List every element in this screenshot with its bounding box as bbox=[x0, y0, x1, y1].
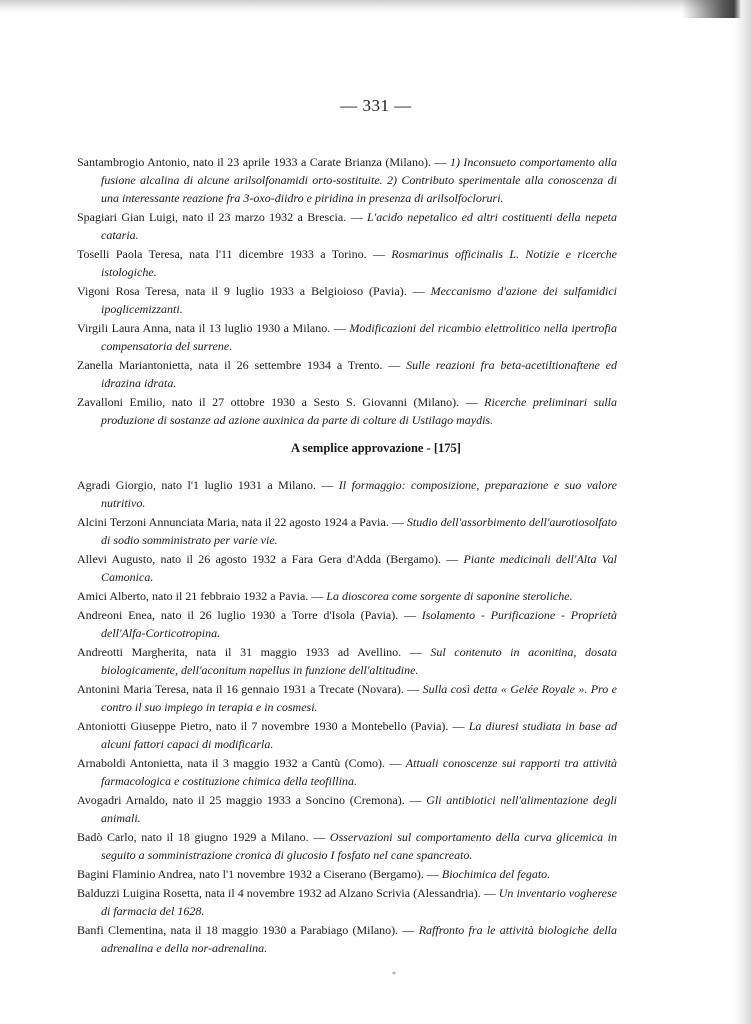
entry-title: La dioscorea come sorgente di saponine steroliche. bbox=[326, 589, 573, 603]
list-item bbox=[77, 828, 617, 864]
entry-author: Amici Alberto, nato il 21 febbraio 1932 a Pavia. — bbox=[77, 589, 327, 603]
list-item bbox=[77, 921, 617, 957]
list-item bbox=[77, 680, 617, 716]
scan-shadow-right bbox=[734, 0, 752, 1024]
entry-title: Meccanismo d'azione dei sulfamidici ipoglicemizzanti. bbox=[101, 284, 617, 316]
entry-title: Isolamento - Purificazione - Proprietà dell'Alfa-Corticotropina. bbox=[101, 608, 617, 640]
entry-author: Andreotti Margherita, nata il 31 maggio 1933 ad Avellino. — bbox=[77, 645, 431, 659]
list-item bbox=[77, 356, 617, 392]
entry-author: Alcini Terzoni Annunciata Maria, nata il 22 agosto 1924 a Pavia. — bbox=[77, 515, 407, 529]
list-item bbox=[77, 606, 617, 642]
list-item bbox=[77, 643, 617, 679]
list-item bbox=[77, 282, 617, 318]
entry-author: Zanella Mariantonietta, nata il 26 settembre 1934 a Trento. — bbox=[77, 358, 407, 372]
entry-title: Rosmarinus officinalis L. Notizie e ricerche istologiche. bbox=[101, 247, 618, 279]
entry-author: Badò Carlo, nato il 18 giugno 1929 a Milano. — bbox=[77, 830, 330, 844]
entry-title: Sulle reazioni fra beta-acetiltionaftene ed idrazina idrata. bbox=[101, 358, 618, 390]
entry-title: Un inventario vogherese di farmacia del 1628. bbox=[101, 886, 617, 918]
list-item bbox=[77, 884, 617, 920]
entry-author: Vigoni Rosa Teresa, nata il 9 luglio 1933 a Belgioioso (Pavia). — bbox=[77, 284, 431, 298]
entry-title: Sulla così detta « Gelée Royale ». Pro e contro il suo impiego in terapia e in cosmesi. bbox=[101, 682, 618, 714]
entry-author: Allevi Augusto, nato il 26 agosto 1932 a Fara Gera d'Adda (Bergamo). — bbox=[77, 552, 464, 566]
entry-author: Spagiari Gian Luigi, nato il 23 marzo 1932 a Brescia. — bbox=[77, 210, 367, 224]
list-item bbox=[77, 865, 617, 883]
entry-title: Il formaggio: composizione, preparazione e suo valore nutritivo. bbox=[101, 478, 617, 510]
entry-author: Banfi Clementina, nata il 18 maggio 1930 a Parabiago (Milano). — bbox=[77, 923, 419, 937]
entry-title: Sul contenuto in aconitina, dosata biologicamente, dell'aconitum napellus in funzione dell'altitudine. bbox=[101, 645, 617, 677]
page-mark: * bbox=[392, 970, 396, 979]
list-item bbox=[77, 587, 617, 605]
entry-title: Gli antibiotici nell'alimentazione degli animali. bbox=[101, 793, 617, 825]
list-item bbox=[77, 754, 617, 790]
entry-title: Biochimica del fegato. bbox=[441, 867, 551, 881]
entry-author: Antoniotti Giuseppe Pietro, nato il 7 novembre 1930 a Montebello (Pavia). — bbox=[77, 719, 469, 733]
entry-title: Attuali conoscenze sui rapporti tra attività farmacologica e costituzione chimica della teofillina. bbox=[101, 756, 617, 788]
entry-author: Andreoni Enea, nato il 26 luglio 1930 a Torre d'Isola (Pavia). — bbox=[77, 608, 422, 622]
scan-shadow-top bbox=[0, 0, 752, 14]
entry-author: Virgili Laura Anna, nata il 13 luglio 1930 a Milano. — bbox=[77, 321, 350, 335]
entry-author: Balduzzi Luigina Rosetta, nata il 4 novembre 1932 ad Alzano Scrivia (Alessandria). — bbox=[77, 886, 499, 900]
entry-title: Raffronto fra le attività biologiche della adrenalina e della nor-adrenalina. bbox=[101, 923, 617, 955]
entry-title: Ricerche preliminari sulla produzione di sostanze ad azione auxinica da parte di colture di Ustilago maydis. bbox=[101, 395, 617, 427]
list-item bbox=[77, 717, 617, 753]
entry-author: Bagini Flaminio Andrea, nato l'1 novembre 1932 a Ciserano (Bergamo). — bbox=[77, 867, 442, 881]
entry-title: La diuresi studiata in base ad alcuni fattori capaci di modificarla. bbox=[101, 719, 617, 751]
list-item bbox=[77, 513, 617, 549]
entry-title: 1) Inconsueto comportamento alla fusione alcalina di alcune arilsolfonamidi orto-sostituite. 2) Contributo sperimentale alla conoscenza di una interessante reazione fra 3-oxo-diidro e piridina in presenza di arilsolfocloruri. bbox=[101, 155, 617, 205]
list-item bbox=[77, 208, 617, 244]
list-item bbox=[77, 153, 617, 207]
entry-author: Santambrogio Antonio, nato il 23 aprile 1933 a Carate Brianza (Milano). — bbox=[77, 155, 450, 169]
list-item bbox=[77, 791, 617, 827]
entry-author: Avogadri Arnaldo, nato il 25 maggio 1933 a Soncino (Cremona). — bbox=[77, 793, 427, 807]
list-item bbox=[77, 319, 617, 355]
entry-title: Osservazioni sul comportamento della curva glicemica in seguito a somministrazione cronica di glucosio I fosfato nel cane spancreato. bbox=[101, 830, 617, 862]
entry-title: Modificazioni del ricambio elettrolitico nella ipertrofia compensatoria del surrene. bbox=[101, 321, 618, 353]
entry-author: Zavalloni Emilio, nato il 27 ottobre 1930 a Sesto S. Giovanni (Milano). — bbox=[77, 395, 485, 409]
entry-author: Agradi Giorgio, nato l'1 luglio 1931 a Milano. — bbox=[77, 478, 339, 492]
list-item bbox=[77, 550, 617, 586]
page-number: — 331 — bbox=[340, 96, 412, 115]
entry-title: L'acido nepetalico ed altri costituenti della nepeta cataria. bbox=[101, 210, 617, 242]
entry-title: Studio dell'assorbimento dell'aurotiosolfato di sodio somministrato per varie vie. bbox=[101, 515, 617, 547]
entry-author: Toselli Paola Teresa, nata l'11 dicembre 1933 a Torino. — bbox=[77, 247, 392, 261]
list-item bbox=[77, 245, 617, 281]
entry-title: Piante medicinali dell'Alta Val Camonica. bbox=[101, 552, 617, 584]
section-heading: A semplice approvazione - [175] bbox=[291, 441, 461, 455]
list-item bbox=[77, 476, 617, 512]
list-item bbox=[77, 393, 617, 429]
entry-author: Antonini Maria Teresa, nata il 16 gennaio 1931 a Trecate (Novara). — bbox=[77, 682, 423, 696]
entry-author: Arnaboldi Antonietta, nata il 3 maggio 1932 a Cantù (Como). — bbox=[77, 756, 406, 770]
entry-list-bottom bbox=[77, 476, 617, 958]
entry-list-top bbox=[77, 153, 617, 430]
